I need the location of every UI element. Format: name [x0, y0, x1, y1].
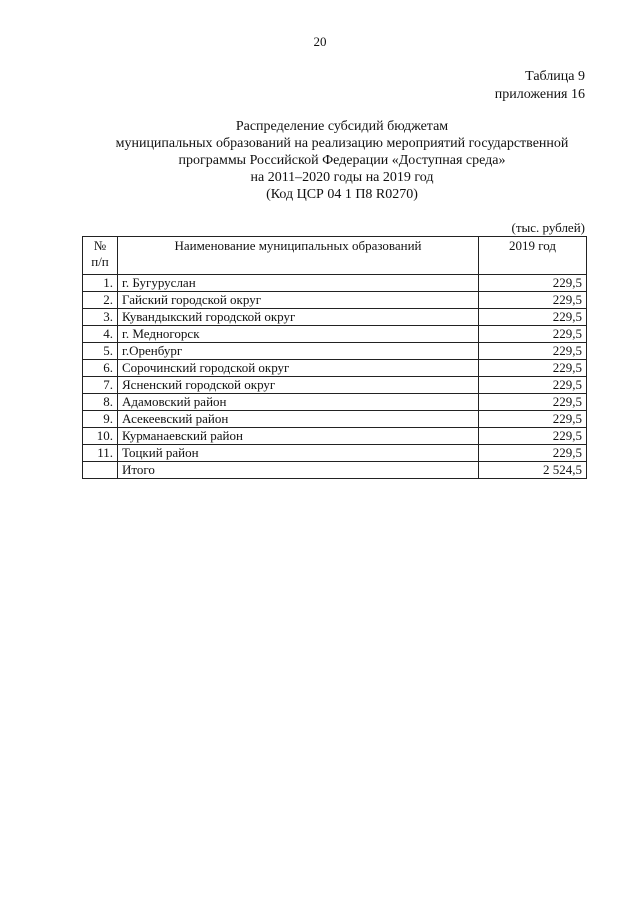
table-row — [83, 309, 587, 326]
row-number: 2. — [83, 292, 118, 309]
row-value: 229,5 — [479, 292, 587, 309]
total-number-cell — [83, 462, 118, 479]
table-ref-line-2: приложения 16 — [494, 87, 585, 102]
row-number: 9. — [83, 411, 118, 428]
row-number: 7. — [83, 377, 118, 394]
page-number: 20 — [313, 34, 327, 49]
header-municipality-name: Наименование муниципальных образований — [118, 237, 479, 275]
table-row — [83, 411, 587, 428]
row-value: 229,5 — [479, 343, 587, 360]
subsidy-table — [82, 236, 587, 479]
title-line-3: программы Российской Федерации «Доступная среда» — [178, 153, 506, 168]
table-row — [83, 343, 587, 360]
row-name: Гайский городской округ — [118, 292, 479, 309]
row-name: г.Оренбург — [118, 343, 479, 360]
header-number: № п/п — [83, 237, 118, 275]
document-title — [90, 118, 594, 203]
row-number: 3. — [83, 309, 118, 326]
table-row — [83, 326, 587, 343]
total-value: 2 524,5 — [479, 462, 587, 479]
row-value: 229,5 — [479, 275, 587, 292]
row-name: г. Медногорск — [118, 326, 479, 343]
row-value: 229,5 — [479, 445, 587, 462]
row-value: 229,5 — [479, 411, 587, 428]
row-value: 229,5 — [479, 309, 587, 326]
table-row — [83, 292, 587, 309]
header-year: 2019 год — [479, 237, 587, 275]
row-value: 229,5 — [479, 377, 587, 394]
row-name: Кувандыкский городской округ — [118, 309, 479, 326]
table-row — [83, 275, 587, 292]
row-name: Асекеевский район — [118, 411, 479, 428]
title-line-1: Распределение субсидий бюджетам — [235, 119, 449, 134]
title-line-2: муниципальных образований на реализацию мероприятий государственной — [115, 136, 569, 151]
row-name: Тоцкий район — [118, 445, 479, 462]
row-number: 10. — [83, 428, 118, 445]
units-label: (тыс. рублей) — [511, 220, 585, 235]
table-reference — [495, 68, 585, 104]
row-number: 8. — [83, 394, 118, 411]
row-number: 6. — [83, 360, 118, 377]
row-value: 229,5 — [479, 394, 587, 411]
table-row — [83, 445, 587, 462]
row-value: 229,5 — [479, 326, 587, 343]
row-number: 1. — [83, 275, 118, 292]
table-row — [83, 394, 587, 411]
row-name: Адамовский район — [118, 394, 479, 411]
row-name: г. Бугуруслан — [118, 275, 479, 292]
table-total-row — [83, 462, 587, 479]
row-value: 229,5 — [479, 428, 587, 445]
table-ref-line-1: Таблица 9 — [525, 69, 585, 84]
table-row — [83, 360, 587, 377]
row-value: 229,5 — [479, 360, 587, 377]
row-name: Курманаевский район — [118, 428, 479, 445]
table-row — [83, 377, 587, 394]
row-name: Ясненский городской округ — [118, 377, 479, 394]
row-number: 11. — [83, 445, 118, 462]
table-row — [83, 428, 587, 445]
row-number: 5. — [83, 343, 118, 360]
row-name: Сорочинский городской округ — [118, 360, 479, 377]
table-header-row — [83, 237, 587, 275]
total-label: Итого — [118, 462, 479, 479]
title-line-5: (Код ЦСР 04 1 П8 R0270) — [266, 187, 418, 202]
title-line-4: на 2011–2020 годы на 2019 год — [250, 170, 434, 185]
row-number: 4. — [83, 326, 118, 343]
